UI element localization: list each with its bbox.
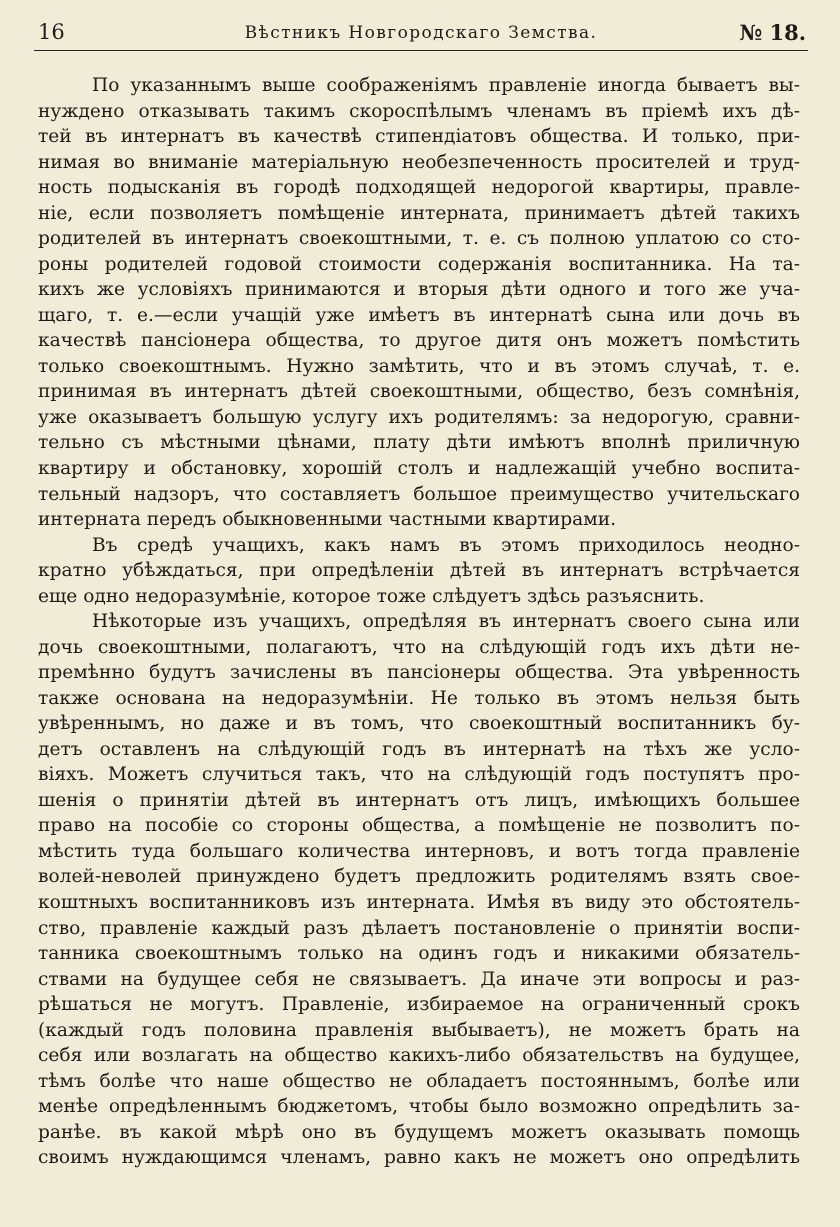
body-text xyxy=(38,73,800,1171)
text-line: нуждено отказывать такимъ скороспѣлымъ членамъ въ пріемѣ ихъ дѣ- xyxy=(38,100,800,122)
text-line: также основана на недоразумѣніи. Не только въ этомъ нельзя быть xyxy=(38,687,800,709)
text-line: тельно съ мѣстными цѣнами, плату дѣти имѣютъ вполнѣ приличную xyxy=(38,432,800,454)
page-number: 16 xyxy=(38,20,65,44)
page-bottom-margin xyxy=(0,1167,840,1227)
text-line: ствами на будущее себя не связываетъ. Да иначе эти вопросы и раз- xyxy=(38,968,800,990)
text-line: рѣшаться не могутъ. Правленіе, избираемое на ограниченный срокъ xyxy=(38,994,800,1016)
text-line: шенія о принятіи дѣтей въ интернатъ отъ лицъ, имѣющихъ большее xyxy=(38,789,800,811)
text-line: Въ средѣ учащихъ, какъ намъ въ этомъ приходилось неодно- xyxy=(92,534,800,556)
text-line: танника своекоштнымъ только на одинъ годъ и никакими обязатель- xyxy=(38,943,800,965)
text-line: ство, правленіе каждый разъ дѣлаетъ постановленіе о принятіи воспи- xyxy=(38,917,800,939)
text-line: еще одно недоразумѣніе, которое тоже слѣдуетъ здѣсь разъяснить. xyxy=(38,585,705,607)
text-line: квартиру и обстановку, хорошій столъ и надлежащій учебно воспита- xyxy=(38,457,800,479)
text-line: ніе, если позволяетъ помѣщеніе интерната, принимаетъ дѣтей такихъ xyxy=(38,202,800,224)
text-line: интерната передъ обыкновенными частными квартирами. xyxy=(38,509,616,531)
text-line: уже оказываетъ большую услугу ихъ родителямъ: за недорогую, сравни- xyxy=(38,406,800,428)
text-line: своимъ нуждающимся членамъ, равно какъ не можетъ оно опредѣлить xyxy=(38,1147,800,1169)
text-line: тѣмъ болѣе что наше общество не обладаетъ постояннымъ, болѣе или xyxy=(38,1070,800,1092)
text-line: детъ оставленъ на слѣдующій годъ въ интернатѣ на тѣхъ же усло- xyxy=(38,738,800,760)
journal-title: Вѣстникъ Новгородскаго Земства. xyxy=(244,23,598,43)
text-line: кихъ же условіяхъ принимаются и вторыя дѣти одного и того же уча- xyxy=(38,279,800,301)
text-line: принимая въ интернатъ дѣтей своекоштными, общество, безъ сомнѣнія, xyxy=(38,381,800,403)
text-line: волей-неволей принуждено будетъ предложить родителямъ взять свое- xyxy=(38,866,800,888)
text-line: мѣстить туда большаго количества интерновъ, и вотъ тогда правленіе xyxy=(38,840,800,862)
running-header xyxy=(34,14,808,54)
text-line: нимая во вниманіе матеріальную необезпеченность просителей и труд- xyxy=(38,151,800,173)
text-line: менѣе опредѣленнымъ бюджетомъ, чтобы было возможно опредѣлить за- xyxy=(38,1096,800,1118)
issue-number: № 18. xyxy=(739,20,806,45)
text-line: роны родителей годовой стоимости содержанія воспитанника. На та- xyxy=(38,253,800,275)
text-line: тей въ интернатъ въ качествѣ стипендіатовъ общества. И только, при- xyxy=(38,126,800,148)
text-line: коштныхъ воспитанниковъ изъ интерната. Имѣя въ виду это обстоятель- xyxy=(38,892,800,913)
header-rule xyxy=(34,50,808,51)
text-line: щаго, т. е.—если учащій уже имѣетъ въ интернатѣ сына или дочь въ xyxy=(38,304,800,326)
text-line: ность подысканія въ городѣ подходящей недорогой квартиры, правле- xyxy=(38,177,800,199)
text-line: себя или возлагать на общество какихъ-либо обязательствъ на будущее, xyxy=(38,1045,800,1067)
text-line: Нѣкоторые изъ учащихъ, опредѣляя въ интернатъ своего сына или xyxy=(92,611,800,633)
text-line: качествѣ пансіонера общества, то другое дитя онъ можетъ помѣстить xyxy=(38,330,800,352)
text-line: тельный надзоръ, что составляетъ большое преимущество учительскаго xyxy=(38,483,800,505)
text-line: кратно убѣждаться, при опредѣленіи дѣтей въ интернатъ встрѣчается xyxy=(38,560,800,582)
text-line: віяхъ. Можетъ случиться такъ, что на слѣдующій годъ поступятъ про- xyxy=(38,764,800,786)
text-line: право на пособіе со стороны общества, а помѣщеніе не позволитъ по- xyxy=(38,815,800,837)
text-line: дочь своекоштными, полагаютъ, что на слѣдующій годъ ихъ дѣти не- xyxy=(38,636,800,658)
text-line: родителей въ интернатъ своекоштными, т. е. съ полною уплатою со сто- xyxy=(38,228,800,250)
text-line: увѣреннымъ, но даже и въ томъ, что своекоштный воспитанникъ бу- xyxy=(38,713,800,735)
text-line: только своекоштнымъ. Нужно замѣтить, что и въ этомъ случаѣ, т. е. xyxy=(38,355,800,377)
text-line: (каждый годъ половина правленія выбываетъ), не можетъ брать на xyxy=(38,1019,800,1041)
text-line: По указаннымъ выше соображеніямъ правленіе иногда бываетъ вы- xyxy=(92,75,800,96)
text-line: премѣнно будутъ зачислены въ пансіонеры общества. Эта увѣренность xyxy=(38,662,800,684)
text-line: ранѣе. въ какой мѣрѣ оно въ будущемъ можетъ оказывать помощь xyxy=(38,1121,800,1143)
